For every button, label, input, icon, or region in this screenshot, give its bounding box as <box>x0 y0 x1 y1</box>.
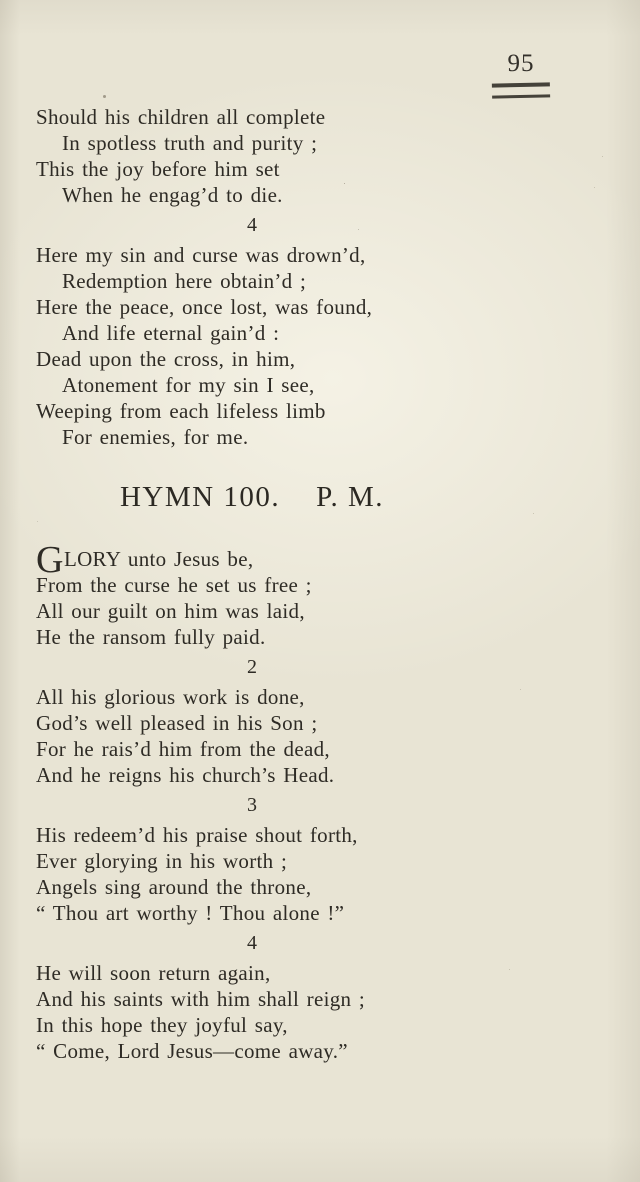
hymn-line: For he rais’d him from the dead, <box>36 737 330 761</box>
hymn-line: “ Come, Lord Jesus—come away.” <box>36 1039 348 1063</box>
hymn-line: Atonement for my sin I see, <box>62 373 315 397</box>
page-content <box>36 104 468 1064</box>
hymn-line: And he reigns his church’s Head. <box>36 763 335 787</box>
hymn-line: He will soon return again, <box>36 961 271 985</box>
hymn-line: Angels sing around the throne, <box>36 875 312 899</box>
hymn-line: His redeem’d his praise shout forth, <box>36 823 358 847</box>
hymn-line: GLORY unto Jesus be, <box>36 539 254 581</box>
hymn-line: When he engag’d to die. <box>62 183 283 207</box>
hymn-line: “ Thou art worthy ! Thou alone !” <box>36 901 345 925</box>
hymn-line: Here the peace, once lost, was found, <box>36 295 373 319</box>
hymn-line: Should his children all complete <box>36 105 326 129</box>
hymn-line: God’s well pleased in his Son ; <box>36 711 318 735</box>
dropcap-letter: G <box>36 539 64 581</box>
hymn-line: And life eternal gain’d : <box>62 321 280 345</box>
hymn-line: Redemption here obtain’d ; <box>62 269 307 293</box>
hymn-heading <box>36 480 468 514</box>
hymn-stanza <box>36 960 468 1064</box>
hymn-stanza <box>36 684 468 788</box>
hymn-line: All his glorious work is done, <box>36 685 305 709</box>
verse-number: 4 <box>247 214 257 236</box>
hymn-stanza <box>36 539 468 650</box>
hymn-line: All our guilt on him was laid, <box>36 599 305 623</box>
hymn-meter: P. M. <box>316 481 385 513</box>
hymn-stanza <box>36 822 468 926</box>
hymn-line: He the ransom fully paid. <box>36 625 266 649</box>
hymn-line: Ever glorying in his worth ; <box>36 849 288 873</box>
page-number: 95 <box>507 50 535 77</box>
hymn-line: This the joy before him set <box>36 157 280 181</box>
hymn-title: HYMN 100. <box>119 481 281 513</box>
hymn-line: In this hope they joyful say, <box>36 1013 288 1037</box>
page-header <box>492 50 550 98</box>
hymn-line: Dead upon the cross, in him, <box>36 347 296 371</box>
hymn-stanza <box>36 242 468 450</box>
verse-number: 4 <box>247 932 257 954</box>
page-number-rule <box>492 82 550 98</box>
hymn-line: From the curse he set us free ; <box>36 573 312 597</box>
hymn-line: Weeping from each lifeless limb <box>36 399 326 423</box>
hymn-line: In spotless truth and purity ; <box>62 131 318 155</box>
hymn-line: For enemies, for me. <box>62 425 249 449</box>
verse-number: 2 <box>247 656 257 678</box>
hymn-stanza <box>36 104 468 208</box>
hymn-line: Here my sin and curse was drown’d, <box>36 243 366 267</box>
verse-number: 3 <box>247 794 257 816</box>
hymn-line: And his saints with him shall reign ; <box>36 987 366 1011</box>
